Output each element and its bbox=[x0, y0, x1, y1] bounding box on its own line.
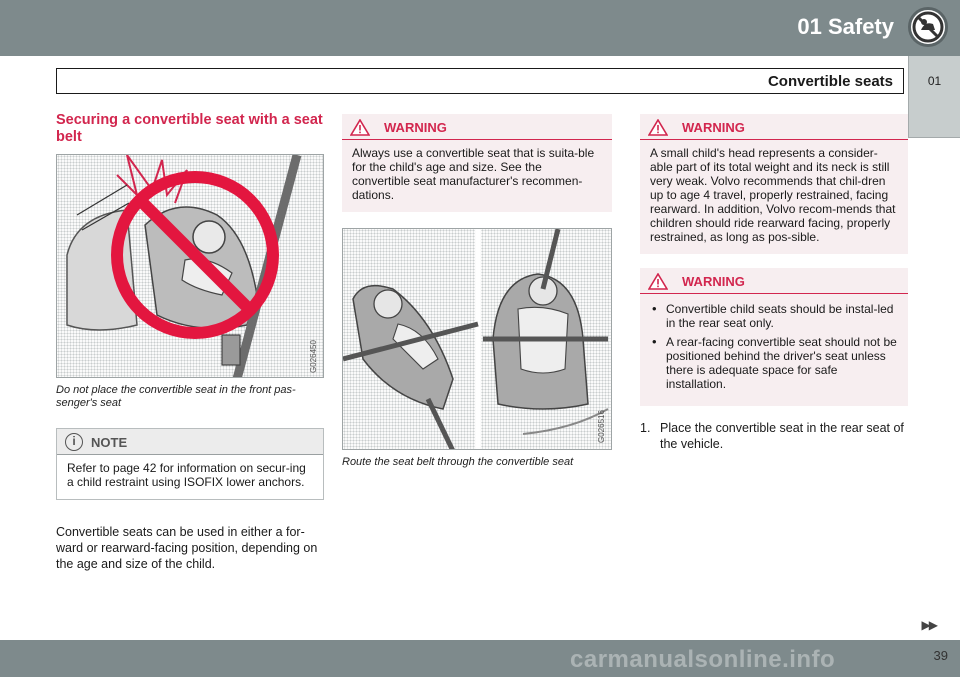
warning-triangle-icon bbox=[648, 273, 668, 290]
figure-code: G026450 bbox=[309, 340, 318, 373]
note-label: NOTE bbox=[91, 435, 128, 450]
warning-text: Always use a convertible seat that is suita-ble for the child's age and size. See the convertible seat manufacturer's recommen-dations. bbox=[352, 146, 595, 202]
chapter-title: 01 Safety bbox=[797, 14, 894, 39]
instruction-step bbox=[640, 420, 908, 452]
page-number: 39 bbox=[933, 648, 948, 663]
column-right bbox=[640, 114, 908, 452]
warning-label: WARNING bbox=[384, 120, 447, 135]
warning-bullets bbox=[640, 294, 908, 406]
chapter-tab-label: 01 bbox=[927, 74, 942, 88]
note-box bbox=[56, 428, 324, 500]
no-child-seat-airbag-icon bbox=[908, 7, 948, 47]
figure-caption: Do not place the convertible seat in the front pas-senger's seat bbox=[56, 384, 296, 409]
warning-triangle-icon bbox=[350, 119, 370, 136]
warning-box bbox=[342, 114, 612, 212]
column-left bbox=[56, 112, 324, 572]
warning-triangle-icon bbox=[648, 119, 668, 136]
section-heading: Securing a convertible seat with a seat belt bbox=[56, 112, 323, 145]
warning-header bbox=[640, 268, 908, 294]
note-header bbox=[57, 429, 323, 455]
warning-box-head-weight bbox=[640, 114, 908, 254]
next-page-arrow-icon[interactable]: ▶▶ bbox=[921, 618, 936, 632]
figure-route-belt bbox=[342, 228, 612, 450]
section-title: Convertible seats bbox=[767, 73, 893, 90]
step-text: Place the convertible seat in the rear seat of the vehicle. bbox=[660, 421, 904, 451]
warning-label: WARNING bbox=[682, 274, 745, 289]
body-paragraph: Convertible seats can be used in either a for-ward or rearward-facing position, depending on the age and size of the child. bbox=[56, 525, 318, 571]
info-icon: i bbox=[65, 433, 83, 451]
warning-box-rear-seat bbox=[640, 268, 908, 406]
note-text: Refer to page 42 for information on secur-ing a child restraint using ISOFIX lower anchors. bbox=[67, 461, 306, 489]
warning-text: A small child's head represents a consider-able part of its total weight and its neck is still very weak. Volvo recommends that chil-dren up to age 4 travel, properly restrained, facing rearward. In addition, Volvo recom-mends that children should ride rearward facing, properly restrained, as long as pos-sible. bbox=[650, 146, 896, 244]
section-title-bar bbox=[56, 68, 904, 94]
figure-no-front-seat bbox=[56, 154, 324, 378]
watermark: carmanualsonline.info bbox=[570, 646, 836, 673]
warning-header bbox=[342, 114, 612, 140]
list-item: • A rear-facing convertible seat should not be positioned behind the driver's seat unless there is adequate space for safe installation. bbox=[650, 335, 898, 391]
warning-header bbox=[640, 114, 908, 140]
warning-label: WARNING bbox=[682, 120, 745, 135]
step-number: 1. bbox=[640, 421, 651, 435]
figure-code: G026516 bbox=[597, 410, 606, 443]
figure-caption: Route the seat belt through the convertible seat bbox=[342, 456, 574, 468]
chapter-side-tab[interactable] bbox=[908, 56, 960, 138]
column-middle bbox=[342, 114, 612, 469]
list-item: • Convertible child seats should be instal-led in the rear seat only. bbox=[650, 302, 898, 330]
